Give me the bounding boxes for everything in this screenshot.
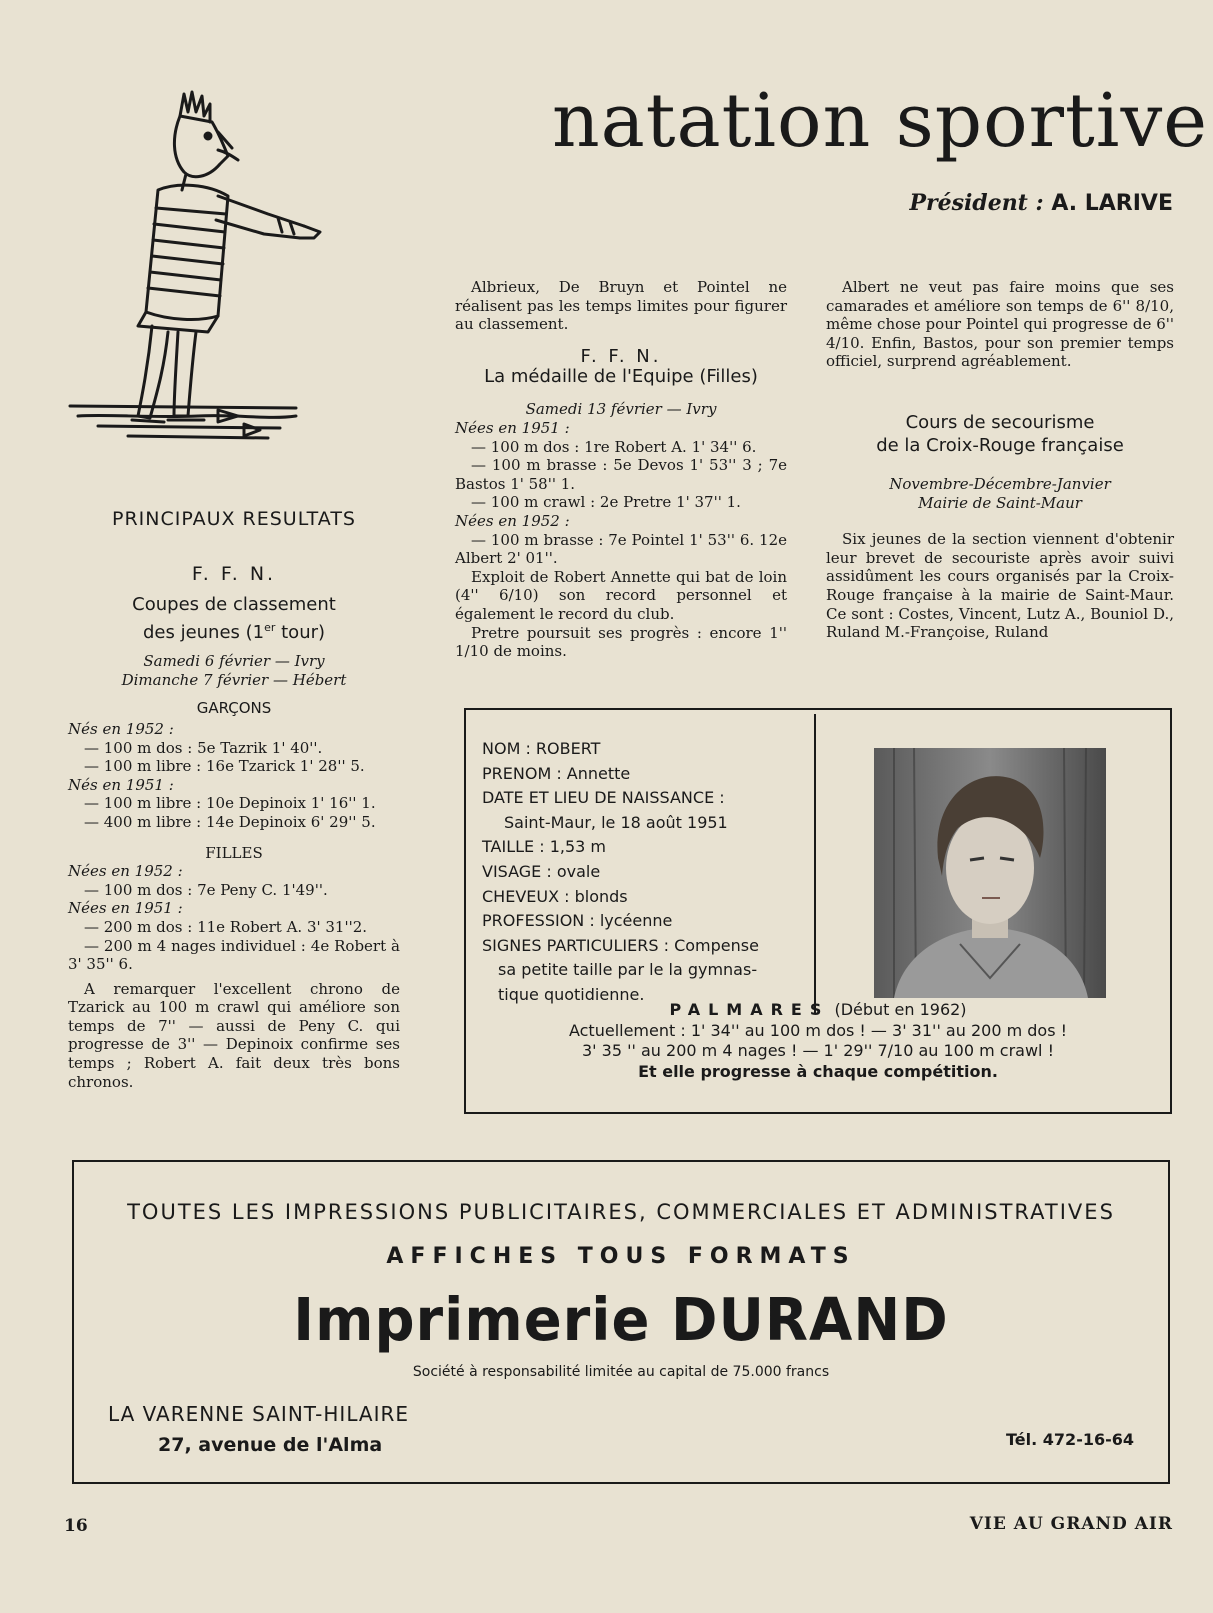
- profile-taille: TAILLE : 1,53 m: [482, 837, 606, 857]
- right-column: [826, 278, 1174, 642]
- cups-subtitle-2a: des jeunes (1: [142, 622, 265, 644]
- profile-cheveux: CHEVEUX : blonds: [482, 886, 628, 906]
- result-item: — 400 m libre : 14e Depinoix 6' 29'' 5.: [84, 812, 376, 831]
- filles-1952-label: Nées en 1952 :: [68, 862, 183, 881]
- profile-signes-1: SIGNES PARTICULIERS : Compense: [482, 935, 759, 955]
- right-paragraph-1: Albert ne veut pas faire moins que ses camarades et améliore son temps de 6'' 8/10, même chose pour Pointel qui progresse de 6'' 4/10. Enfin, Bastos, pour son premier temps officiel, surprend agréablement.: [826, 278, 1174, 371]
- ad-address: 27, avenue de l'Alma: [158, 1434, 383, 1456]
- profile-box: [464, 708, 1172, 1114]
- nees-1952-label: Nées en 1952 :: [455, 511, 570, 530]
- result-item: — 100 m brasse : 7e Pointel 1' 53'' 6. 12e Albert 2' 01''.: [455, 530, 787, 568]
- middle-subtitle: La médaille de l'Equipe (Filles): [484, 366, 758, 388]
- left-column: [68, 510, 400, 1091]
- right-date-1: Novembre-Décembre-Janvier: [889, 474, 1111, 493]
- ad-tel: Tél. 472-16-64: [1006, 1430, 1134, 1449]
- middle-date: Samedi 13 février — Ivry: [525, 400, 717, 419]
- middle-ffn-heading: F. F. N.: [580, 345, 662, 367]
- filles-1951-label: Nées en 1951 :: [68, 899, 183, 918]
- profile-visage: VISAGE : ovale: [482, 861, 601, 881]
- middle-paragraph-2: Pretre poursuit ses progrès : encore 1'' 1/10 de moins.: [455, 623, 787, 661]
- garcons-1951-label: Nés en 1951 :: [68, 775, 174, 794]
- left-remark: A remarquer l'excellent chrono de Tzarick au 100 m crawl qui améliore son temps de 7'' — aussi de Peny C. qui progresse de 3'' — Depinoix confirme ses temps ; Robert A. fait deux très bons chronos.: [68, 979, 400, 1091]
- left-date-1: Samedi 6 février — Ivry: [143, 652, 325, 671]
- profile-details: [482, 737, 812, 1008]
- right-paragraph-2: Six jeunes de la section viennent d'obtenir leur brevet de secouriste après avoir suivi assidûment les cours organisés par la Croix-Rouge française à la mairie de Saint-Maur. Ce sont : Costes, Vincent, Lutz A., Bouniol D., Ruland M.-Françoise, Ruland: [826, 530, 1174, 642]
- portrait-photo: [874, 748, 1106, 998]
- ad-brand: Imprimerie DURAND: [293, 1286, 949, 1355]
- middle-column: [455, 278, 787, 661]
- cups-subtitle-2: [68, 616, 400, 644]
- garcons-heading: GARÇONS: [196, 699, 272, 718]
- page-title: natation sportive: [552, 78, 1209, 164]
- palmares-line-1: Actuellement : 1' 34'' au 100 m dos ! — 3' 31'' au 200 m dos !: [568, 1020, 1068, 1040]
- result-item: — 100 m dos : 5e Tazrik 1' 40''.: [84, 738, 323, 757]
- result-item: — 100 m dos : 7e Peny C. 1'49''.: [84, 880, 328, 899]
- profile-signes-3: tique quotidienne.: [498, 984, 645, 1004]
- president-line: [909, 190, 1173, 216]
- cups-subtitle-2sup: er: [264, 621, 276, 635]
- cups-subtitle-2b: tour): [275, 622, 326, 644]
- profile-prenom: PRENOM : Annette: [482, 763, 631, 783]
- palmares-title-line: [466, 1000, 1170, 1021]
- nees-1951-label: Nées en 1951 :: [455, 418, 570, 437]
- page-number: 16: [64, 1516, 88, 1536]
- middle-intro: Albrieux, De Bruyn et Pointel ne réalisent pas les temps limites pour figurer au classement.: [455, 278, 787, 334]
- ffn-heading: F. F. N.: [191, 562, 277, 585]
- result-item: — 100 m libre : 16e Tzarick 1' 28'' 5.: [84, 757, 365, 776]
- ad-line-1: TOUTES LES IMPRESSIONS PUBLICITAIRES, COMMERCIALES ET ADMINISTRATIVES: [127, 1200, 1115, 1224]
- palmares-line-2: 3' 35 '' au 200 m 4 nages ! — 1' 29'' 7/10 au 100 m crawl !: [582, 1041, 1054, 1060]
- palmares-debut: (Début en 1962): [834, 1000, 967, 1019]
- secourisme-heading-2: de la Croix-Rouge française: [876, 434, 1124, 456]
- secourisme-heading-1: Cours de secourisme: [905, 411, 1095, 433]
- swimmer-illustration: [68, 86, 323, 466]
- results-heading: PRINCIPAUX RESULTATS: [111, 508, 356, 530]
- profile-signes-2: sa petite taille par le la gymnas-: [498, 960, 758, 980]
- palmares-label: PALMARES: [669, 1000, 830, 1019]
- palmares-block: [466, 1000, 1170, 1082]
- left-date-2: Dimanche 7 février — Hébert: [121, 670, 347, 689]
- profile-naissance-1: DATE ET LIEU DE NAISSANCE :: [482, 788, 725, 808]
- garcons-1952-label: Nés en 1952 :: [68, 719, 174, 738]
- result-item: — 200 m dos : 11e Robert A. 3' 31''2.: [84, 917, 368, 936]
- right-date-2: Mairie de Saint-Maur: [918, 493, 1082, 512]
- result-item: — 100 m crawl : 2e Pretre 1' 37'' 1.: [471, 493, 741, 512]
- ad-city: LA VARENNE SAINT-HILAIRE: [108, 1402, 410, 1426]
- cups-subtitle-1: Coupes de classement: [132, 594, 336, 616]
- profile-nom: NOM : ROBERT: [482, 739, 601, 758]
- result-item: — 100 m brasse : 5e Devos 1' 53'' 3 ; 7e Bastos 1' 58'' 1.: [455, 456, 787, 493]
- result-item: — 100 m dos : 1re Robert A. 1' 34'' 6.: [471, 437, 757, 456]
- palmares-line-3: Et elle progresse à chaque compétition.: [638, 1061, 998, 1081]
- advertisement-box: [72, 1160, 1170, 1484]
- filles-heading: FILLES: [205, 843, 263, 862]
- ad-legal: Société à responsabilité limitée au capital de 75.000 francs: [412, 1364, 830, 1380]
- president-label: Président :: [909, 190, 1044, 216]
- ad-line-2: AFFICHES TOUS FORMATS: [386, 1244, 856, 1269]
- president-name: A. LARIVE: [1051, 191, 1173, 216]
- result-item: — 200 m 4 nages individuel : 4e Robert à 3' 35'' 6.: [68, 936, 400, 974]
- magazine-name: VIE AU GRAND AIR: [969, 1514, 1173, 1534]
- profile-profession: PROFESSION : lycéenne: [482, 911, 673, 931]
- profile-divider: [814, 714, 816, 1014]
- middle-paragraph-1: Exploit de Robert Annette qui bat de loin (4'' 6/10) son record personnel et également le record du club.: [455, 567, 787, 623]
- profile-naissance-2: Saint-Maur, le 18 août 1951: [504, 812, 728, 832]
- result-item: — 100 m libre : 10e Depinoix 1' 16'' 1.: [84, 794, 376, 813]
